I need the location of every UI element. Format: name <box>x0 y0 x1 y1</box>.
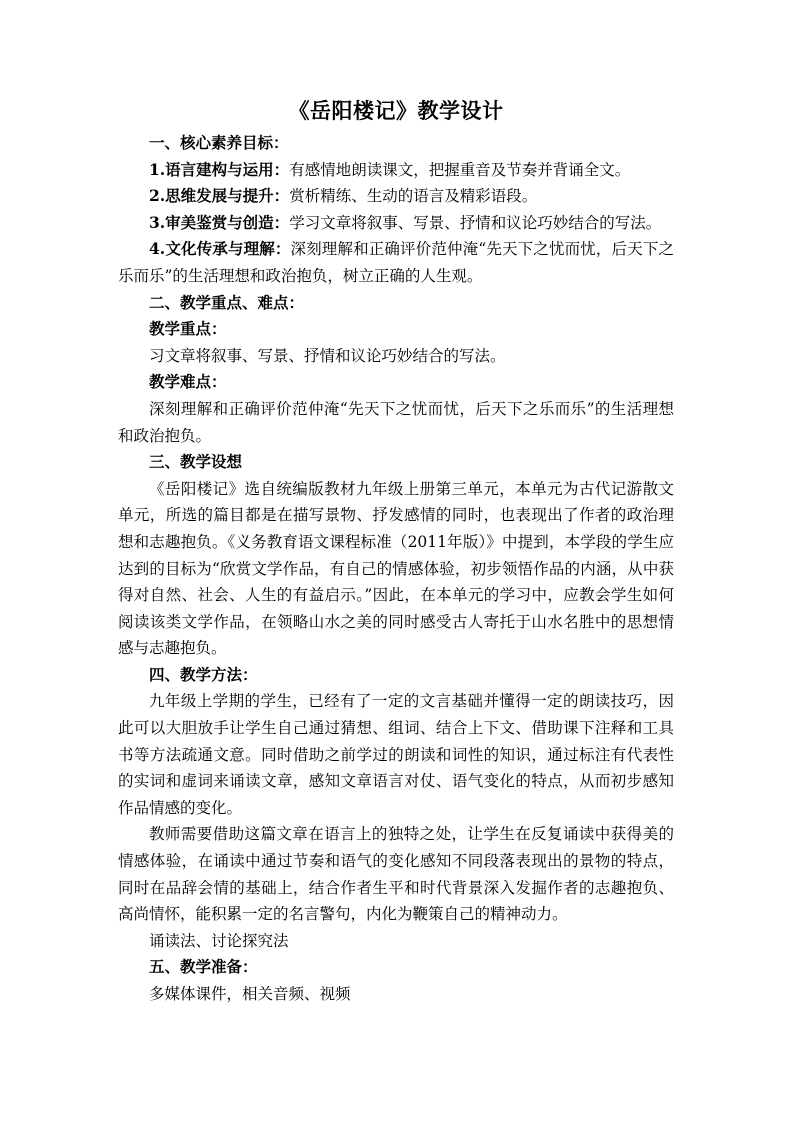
key-point-label: 教学重点： <box>149 319 227 339</box>
section-heading-key-points: 二、教学重点、难点： <box>149 292 305 312</box>
methods-paragraph-2: 教师需要借助这篇文章在语言上的独特之处，让学生在反复诵读中获得美的情感体验，在诵读中通过节奏和语气的变化感知不同段落表现出的景物的特点，同时在品辞会情的基础上，结合作者生平和时代背景深入发掘作者的志趣抱负、高尚情怀，能积累一定的名言警句，内化为鞭策自己的精神动力。 <box>118 825 674 924</box>
document-page <box>118 96 674 1008</box>
key-point-text: 习文章将叙事、写景、抒情和议论巧妙结合的写法。 <box>149 346 506 365</box>
concept-paragraph: 《岳阳楼记》选自统编版教材九年级上册第三单元，本单元为古代记游散文单元，所选的篇目都是在描写景物、抒发感情的同时，也表现出了作者的政治理想和志趣抱负。《义务教育语文课程标准（2011年版）》中提到，本学段的学生应达到的目标为“欣赏文学作品，有自己的情感体验，初步领悟作品的内涵，从中获得对自然、社会、人生的有益启示。”因此，在本单元的学习中，应教会学生如何阅读该类文学作品，在领略山水之美的同时感受古人寄托于山水名胜中的思想情感与志趣抱负。 <box>118 479 674 658</box>
section-heading-preparation: 五、教学准备： <box>149 957 258 977</box>
methods-list: 诵读法、讨论探究法 <box>149 931 289 950</box>
goal-text: 学习文章将叙事、写景、抒情和议论巧妙结合的写法。 <box>289 213 662 232</box>
goal-label: 2.思维发展与提升： <box>149 186 290 206</box>
goal-label: 3.审美鉴赏与创造： <box>149 212 290 232</box>
preparation-text: 多媒体课件，相关音频、视频 <box>149 985 351 1003</box>
goal-text: 有感情地朗读课文，把握重音及节奏并背诵全文。 <box>289 160 631 179</box>
goal-item-2 <box>118 183 674 210</box>
difficulty-text: 深刻理解和正确评价范仲淹“先天下之忧而忧，后天下之乐而乐”的生活理想和政治抱负。 <box>118 399 674 445</box>
difficulty-label: 教学难点： <box>149 372 227 392</box>
document-title: 《岳阳楼记》教学设计 <box>288 98 504 123</box>
section-heading-concept: 三、教学设想 <box>149 452 243 472</box>
goal-item-4 <box>118 236 674 289</box>
section-heading-goals: 一、核心素养目标： <box>149 133 289 152</box>
goal-item-3 <box>118 210 674 237</box>
goal-text: 赏析精练、生动的语言及精彩语段。 <box>289 187 538 206</box>
section-heading-methods: 四、教学方法： <box>149 664 258 684</box>
goal-text: 深刻理解和正确评价范仲淹“先天下之忧而忧，后天下之乐而乐”的生活理想和政治抱负，树立正确的人生观。 <box>118 240 674 285</box>
methods-paragraph-1: 九年级上学期的学生，已经有了一定的文言基础并懂得一定的朗读技巧，因此可以大胆放手让学生自己通过猜想、组词、结合上下文、借助课下注释和工具书等方法疏通文意。同时借助之前学过的朗读和词性的知识，通过标注有代表性的实词和虚词来诵读文章，感知文章语言对仗、语气变化的特点，从而初步感知作品情感的变化。 <box>118 692 674 817</box>
goal-item-1 <box>118 157 674 184</box>
goal-label: 4.文化传承与理解： <box>149 239 291 259</box>
goal-label: 1.语言建构与运用： <box>149 159 290 179</box>
